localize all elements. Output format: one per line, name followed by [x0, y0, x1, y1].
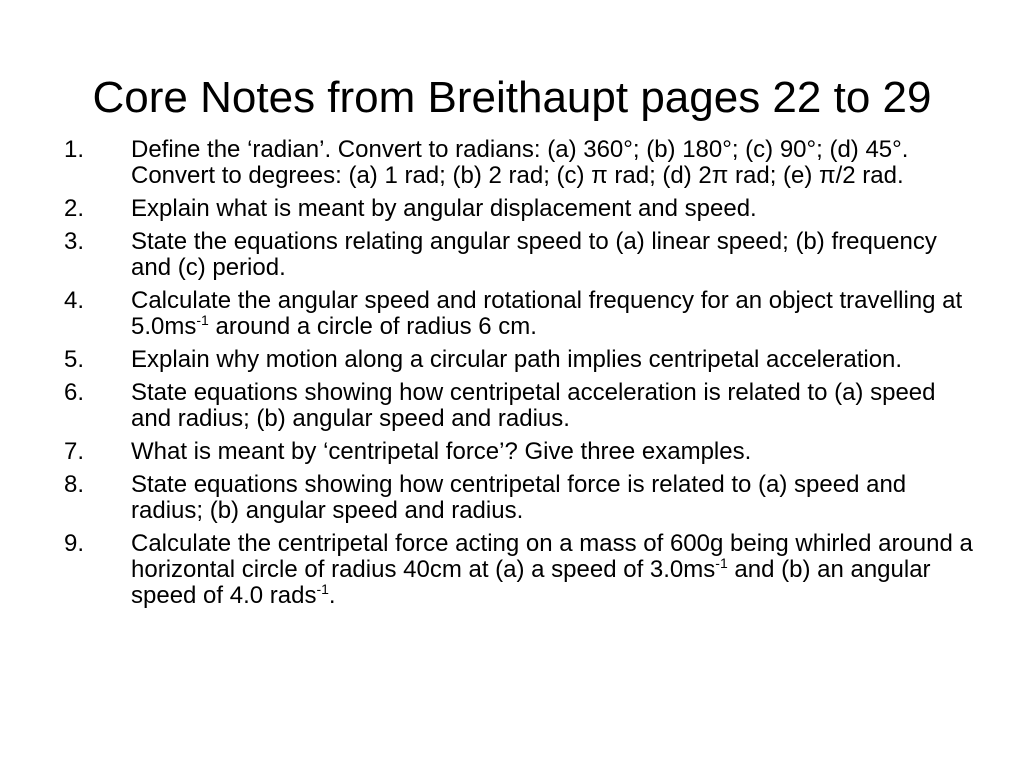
- note-text-run: What is meant by ‘centripetal force’? Give three examples.: [131, 438, 752, 465]
- note-number: 3.: [64, 228, 85, 255]
- note-text: [131, 472, 976, 524]
- note-item: [64, 531, 976, 609]
- note-text: [131, 347, 976, 373]
- note-text-run: State equations showing how centripetal acceleration is related to (a) speed and radius; (b) angular speed and radius.: [131, 379, 936, 432]
- note-item: [64, 439, 976, 465]
- note-number: 7.: [64, 438, 85, 465]
- note-text: [131, 229, 976, 281]
- note-number: 6.: [64, 379, 85, 406]
- note-text: [131, 380, 976, 432]
- note-item: [64, 137, 976, 189]
- note-text-run: Define the ‘radian’. Convert to radians: (a) 360°; (b) 180°; (c) 90°; (d) 45°. Convert to degrees: (a) 1 rad; (b) 2 rad; (c) π rad; (d) 2π rad; (e) π/2 rad.: [131, 136, 909, 189]
- note-number: 8.: [64, 471, 85, 498]
- note-text-run: and (b) an angular speed of 4.0 rads: [131, 556, 931, 609]
- note-text: [131, 531, 976, 609]
- note-text-run: State equations showing how centripetal force is related to (a) speed and radius; (b) angular speed and radius.: [131, 471, 907, 524]
- note-item: [64, 380, 976, 432]
- note-number: 4.: [64, 287, 85, 314]
- note-item: [64, 196, 976, 222]
- note-item: [64, 472, 976, 524]
- note-item: [64, 288, 976, 340]
- superscript: -1: [715, 555, 728, 571]
- note-text-run: around a circle of radius 6 cm.: [208, 313, 537, 340]
- note-text-run: State the equations relating angular speed to (a) linear speed; (b) frequency and (c) period.: [131, 228, 937, 281]
- note-number: 2.: [64, 195, 85, 222]
- note-text-run: .: [328, 582, 336, 609]
- notes-list: [64, 137, 976, 616]
- slide-title: Core Notes from Breithaupt pages 22 to 29: [92, 73, 932, 122]
- superscript: -1: [196, 312, 209, 328]
- note-text-run: Calculate the angular speed and rotational frequency for an object travelling at 5.0ms: [131, 287, 963, 340]
- note-number: 1.: [64, 136, 85, 163]
- note-text: [131, 439, 976, 465]
- superscript: -1: [316, 581, 329, 597]
- note-number: 9.: [64, 530, 85, 557]
- note-text: [131, 288, 976, 340]
- note-text: [131, 196, 976, 222]
- note-number: 5.: [64, 346, 85, 373]
- note-item: [64, 229, 976, 281]
- note-text-run: Explain why motion along a circular path implies centripetal acceleration.: [131, 346, 903, 373]
- note-text-run: Explain what is meant by angular displacement and speed.: [131, 195, 757, 222]
- note-text: [131, 137, 976, 189]
- note-text-run: Calculate the centripetal force acting on a mass of 600g being whirled around a horizontal circle of radius 40cm at (a) a speed of 3.0ms: [131, 530, 973, 583]
- note-item: [64, 347, 976, 373]
